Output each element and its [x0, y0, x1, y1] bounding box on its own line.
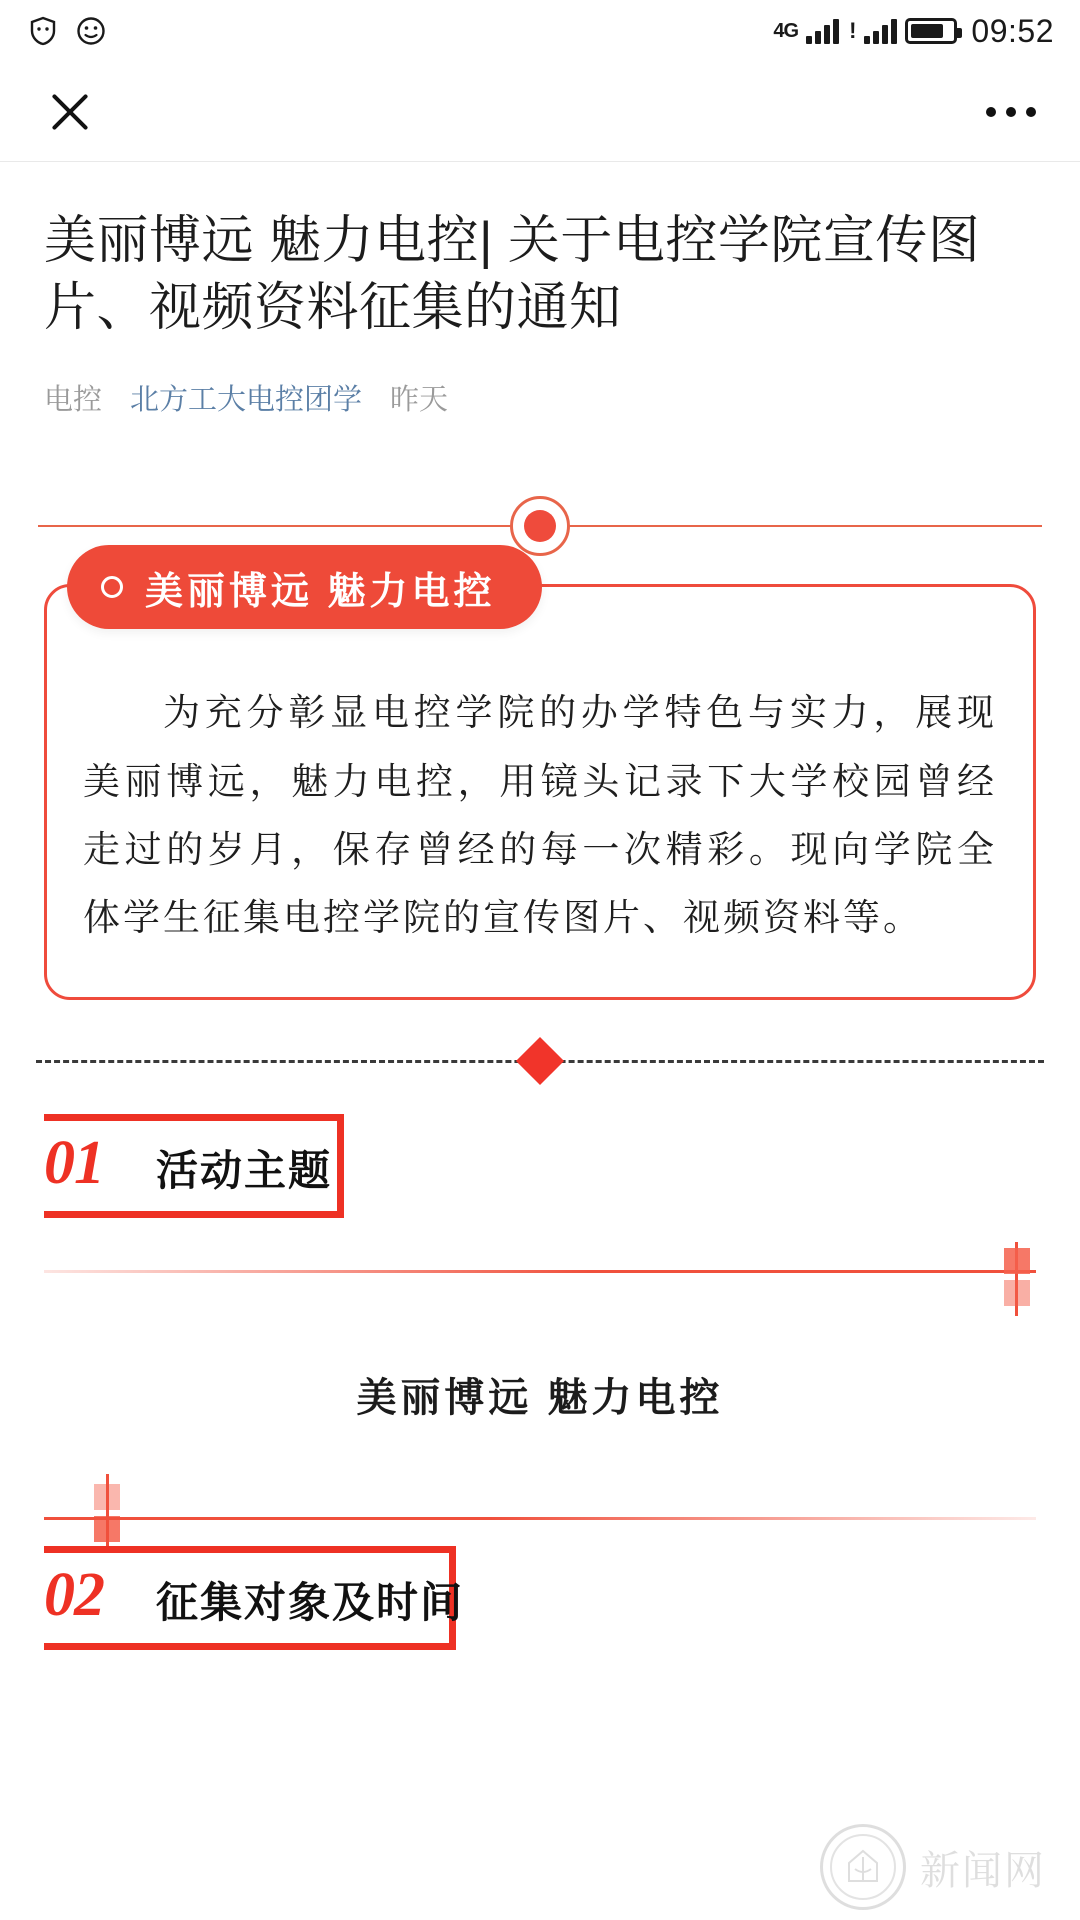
theme-band [44, 1270, 1036, 1520]
status-bar [0, 0, 1080, 62]
status-bar-notifications [26, 14, 108, 48]
status-bar-clock: 09:52 [971, 12, 1054, 49]
intro-card-text: 为充分彰显电控学院的办学特色与实力，展现美丽博远，魅力电控，用镜头记录下大学校园曾经走过的岁月，保存曾经的每一次精彩。现向学院全体学生征集电控学院的宣传图片、视频资料等。 [83, 692, 997, 939]
intro-card [44, 570, 1036, 1000]
bullet-icon [101, 576, 123, 598]
article-header [0, 162, 1080, 418]
section-heading-01 [44, 1114, 1036, 1218]
page-title: 美丽博远 魅力电控| 关于电控学院宣传图片、视频资料征集的通知 [44, 212, 981, 337]
decor-line-top [44, 1270, 1036, 1273]
more-options-icon[interactable] [986, 107, 1036, 117]
signal-strength-icon-2 [864, 18, 897, 44]
section-label: 征集对象及时间 [156, 1578, 465, 1626]
decor-line-vertical-left [106, 1474, 109, 1548]
decor-circle-icon [510, 496, 570, 556]
article-meta [44, 377, 1036, 418]
article-timestamp: 昨天 [390, 384, 449, 417]
smiley-icon [74, 14, 108, 48]
intro-card-badge [67, 545, 542, 629]
section-heading-02 [44, 1546, 1036, 1650]
watermark [820, 1824, 1046, 1910]
shield-icon [26, 14, 60, 48]
close-icon[interactable] [44, 86, 96, 138]
network-type-label: 4G [773, 19, 799, 42]
battery-icon [905, 18, 957, 44]
diamond-icon [516, 1037, 564, 1085]
article-body [0, 496, 1080, 1650]
decor-square-top-right-2 [1004, 1280, 1030, 1306]
university-seal-icon [820, 1824, 906, 1910]
article-tag: 电控 [44, 384, 103, 417]
article-account-link[interactable]: 北方工大电控团学 [130, 384, 363, 417]
decor-square-top-right [1004, 1248, 1030, 1274]
nav-bar [0, 62, 1080, 162]
section-number: 02 [44, 1560, 118, 1631]
section-number: 01 [44, 1128, 118, 1199]
section-label: 活动主题 [156, 1146, 333, 1194]
signal-warning-label: ! [849, 18, 857, 43]
decor-dashed-divider [36, 1034, 1044, 1088]
intro-card-badge-label: 美丽博远 魅力电控 [145, 570, 496, 613]
status-bar-indicators [773, 13, 1054, 50]
watermark-label: 新闻网 [920, 1848, 1046, 1893]
theme-band-text: 美丽博远 魅力电控 [356, 1375, 724, 1420]
decor-line-bottom [44, 1517, 1036, 1520]
signal-strength-icon-1 [806, 18, 839, 44]
